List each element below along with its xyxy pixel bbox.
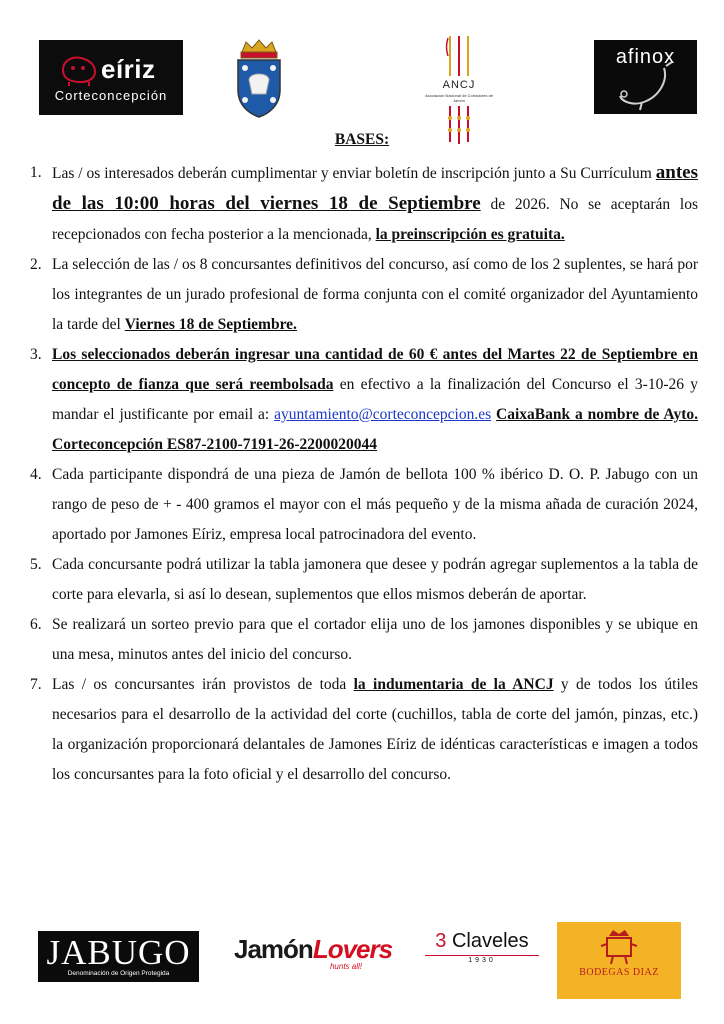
afinox-brand: afinox xyxy=(615,46,676,68)
claveles-year: 1930 xyxy=(425,955,539,964)
jabugo-logo xyxy=(38,931,199,982)
rule-item xyxy=(30,158,698,250)
ham-holder-icon xyxy=(594,40,697,114)
rule-text: de 2026. No se aceptarán los recepcionados con fecha posterior a la mencionada, xyxy=(52,196,698,243)
bodegas-diaz-logo xyxy=(557,922,681,999)
rule-text: y de todos los útiles necesarios para el desarrollo de la actividad del corte (cuchillos, tabla de corte del jamón, pinzas, etc.) la organización proporcionará delantales de Jamones Eíriz de idénticas características e imagen a todos los concursantes para la foto oficial y el desarrollo del concurso. xyxy=(52,676,698,783)
rule-number: 5. xyxy=(30,556,42,573)
rule-number: 6. xyxy=(30,616,42,633)
afinox-logo xyxy=(594,40,697,114)
rule-item xyxy=(30,460,698,550)
rule-text: en efectivo a la finalización del Concurso el 3-10-26 y mandar el justificante por email a: xyxy=(52,376,698,423)
eiriz-sub: Corteconcepción xyxy=(54,88,168,103)
ancj-brand: ANCJ xyxy=(442,79,476,91)
rule-item xyxy=(30,670,698,790)
rule-number: 1. xyxy=(30,164,42,181)
eiriz-logo xyxy=(39,40,183,115)
rule-text: Cada concursante podrá utilizar la tabla jamonera que desee y podrán agregar suplementos a la tabla de corte para elevarla, si así lo desean, suplementos que ellos mismos deberán de aportar. xyxy=(52,556,698,603)
jamonlovers-tag: hunts all! xyxy=(329,962,362,971)
claveles-logo xyxy=(425,930,539,966)
rule-number: 2. xyxy=(30,256,42,273)
jamonlovers-logo xyxy=(234,934,393,974)
rule-text: la preinscripción es gratuita. xyxy=(375,226,565,243)
pig-icon xyxy=(59,52,99,86)
rule-text: Viernes 18 de Septiembre. xyxy=(124,316,297,333)
rule-text: La selección de las / os 8 concursantes definitivos del concurso, así como de los 2 suplentes, se hará por los integrantes de un jurado profesional de forma conjunta con el comité organizador del Ayuntamiento la tarde del xyxy=(52,256,698,333)
rule-number: 3. xyxy=(30,346,42,363)
rule-text: la indumentaria de la ANCJ xyxy=(353,676,554,693)
rule-text: Los seleccionados deberán ingresar una cantidad de 60 € antes del Martes 22 de Septiembre en concepto de fianza que será reembolsada xyxy=(52,346,698,393)
crest-icon xyxy=(557,922,681,999)
ancj-logo xyxy=(424,34,494,146)
page-title: BASES: xyxy=(334,131,390,148)
rule-text: Las / os concursantes irán provistos de toda xyxy=(52,676,354,693)
claveles-num: 3 xyxy=(435,930,447,952)
jamonlovers-brand-b: Lovers xyxy=(312,934,393,964)
coat-of-arms-icon xyxy=(232,38,286,118)
rule-number: 4. xyxy=(30,466,42,483)
claveles-name: Claveles xyxy=(446,930,529,952)
rule-text: antes de las 10:00 horas del viernes 18 de Septiembre xyxy=(52,162,698,214)
rule-item xyxy=(30,610,698,670)
jabugo-sub: Denominación de Origen Protegida xyxy=(67,970,170,977)
rule-text: Cada participante dispondrá de una pieza de Jamón de bellota 100 % ibérico D. O. P. Jabugo con un rango de peso de + - 400 gramos el mayor con el más pequeño y de la misma añada de curación 2024, aportado por Jamones Eíriz, empresa local patrocinadora del evento. xyxy=(52,466,698,543)
rule-item xyxy=(30,340,698,460)
rule-number: 7. xyxy=(30,676,42,693)
rule-text: Se realizará un sorteo previo para que el cortador elija uno de los jamones disponibles y se ubique en una mesa, minutos antes del inicio del concurso. xyxy=(52,616,698,663)
rule-item xyxy=(30,550,698,610)
rules-list xyxy=(30,158,698,790)
ancj-sub: Asociación Nacional de Cortadores de Jamón xyxy=(424,93,494,103)
bodegas-brand: BODEGAS DIAZ xyxy=(579,967,659,978)
jabugo-brand: JABUGO xyxy=(46,933,191,972)
email-link[interactable]: ayuntamiento@corteconcepcion.es xyxy=(274,406,492,423)
rule-text: Las / os interesados deberán cumplimentar y enviar boletín de inscripción junto a Su Currículum xyxy=(52,165,656,182)
eiriz-brand: eíriz xyxy=(101,54,156,84)
rule-text: CaixaBank a nombre de Ayto. Corteconcepción ES87-2100-7191-26-2200020044 xyxy=(52,406,699,453)
jamonlovers-brand-a: Jamón xyxy=(234,934,313,964)
rule-item xyxy=(30,250,698,340)
